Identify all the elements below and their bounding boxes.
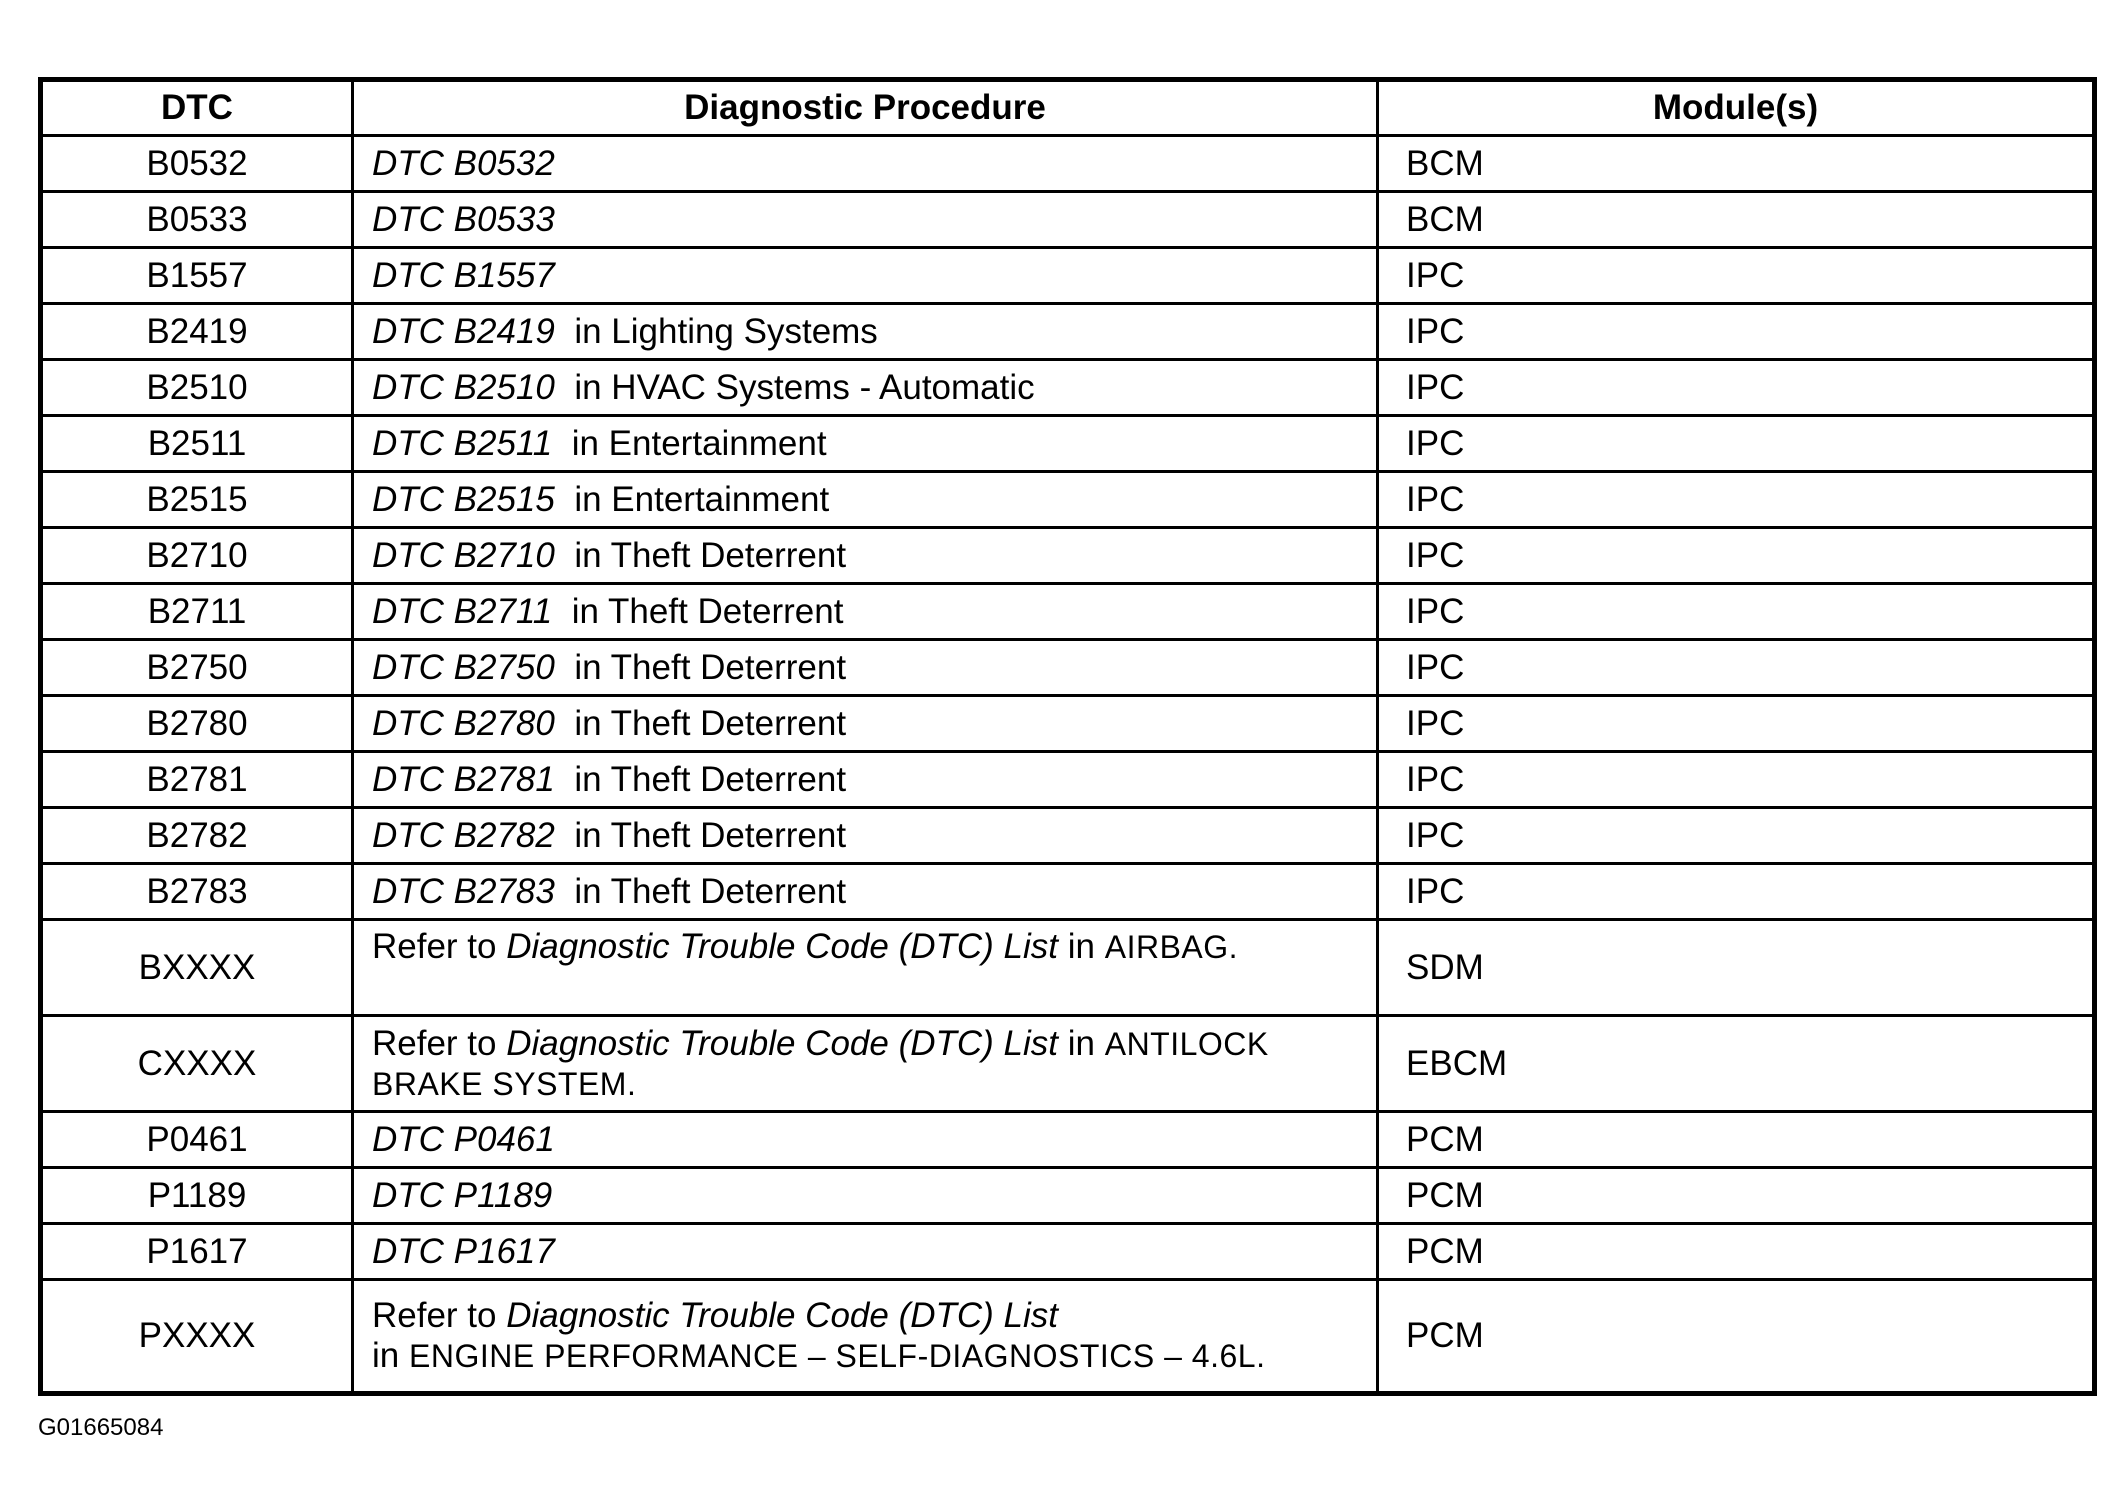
procedure-link[interactable]: DTC B2783	[372, 871, 555, 911]
table-row	[41, 136, 2095, 192]
figure-id-label: G01665084	[38, 1414, 164, 1441]
header-row	[41, 80, 2095, 136]
procedure-section: in Entertainment	[571, 423, 827, 463]
dtc-cell: B2780	[41, 696, 353, 752]
table-row	[41, 1280, 2095, 1394]
table-row	[41, 696, 2095, 752]
section-name: ENGINE PERFORMANCE – SELF-DIAGNOSTICS – 4.6L.	[408, 1338, 1266, 1374]
procedure-section: in Theft Deterrent	[574, 535, 847, 575]
procedure-cell	[353, 1168, 1378, 1224]
table-row	[41, 1016, 2095, 1112]
dtc-cell: B0533	[41, 192, 353, 248]
dtc-cell: P0461	[41, 1112, 353, 1168]
table-row	[41, 920, 2095, 1016]
procedure-section: in Entertainment	[574, 479, 830, 519]
table-row	[41, 640, 2095, 696]
procedure-section: in Lighting Systems	[574, 311, 878, 351]
procedure-cell	[353, 752, 1378, 808]
dtc-cell: P1617	[41, 1224, 353, 1280]
module-cell: IPC	[1378, 808, 2095, 864]
module-cell: IPC	[1378, 640, 2095, 696]
table-row	[41, 416, 2095, 472]
procedure-link[interactable]: DTC B2510	[372, 367, 555, 407]
dtc-list-link[interactable]: Diagnostic Trouble Code (DTC) List	[506, 1296, 1058, 1335]
dtc-cell: CXXXX	[41, 1016, 353, 1112]
header-dtc: DTC	[41, 80, 353, 136]
module-cell: PCM	[1378, 1280, 2095, 1394]
refer-text: Refer to	[372, 1023, 497, 1063]
module-cell: EBCM	[1378, 1016, 2095, 1112]
header-diagnostic-procedure: Diagnostic Procedure	[353, 80, 1378, 136]
dtc-cell: B2515	[41, 472, 353, 528]
section-name: AIRBAG.	[1104, 929, 1239, 965]
procedure-link[interactable]: DTC B0532	[372, 143, 555, 183]
procedure-cell	[353, 920, 1378, 1016]
procedure-link[interactable]: DTC B2515	[372, 479, 555, 519]
module-cell: IPC	[1378, 752, 2095, 808]
procedure-link[interactable]: DTC B1557	[372, 255, 555, 295]
procedure-link[interactable]: DTC B2711	[372, 591, 553, 631]
procedure-section: in Theft Deterrent	[574, 703, 847, 743]
section-name: ANTILOCK BRAKE SYSTEM.	[372, 1025, 1269, 1102]
module-cell: IPC	[1378, 864, 2095, 920]
module-cell: IPC	[1378, 304, 2095, 360]
dtc-cell: P1189	[41, 1168, 353, 1224]
procedure-link[interactable]: DTC P1189	[372, 1175, 553, 1215]
procedure-cell	[353, 304, 1378, 360]
dtc-cell: B2419	[41, 304, 353, 360]
module-cell: IPC	[1378, 472, 2095, 528]
procedure-link[interactable]: DTC B2750	[372, 647, 555, 687]
procedure-link[interactable]: DTC B0533	[372, 199, 555, 239]
procedure-section: in Theft Deterrent	[574, 647, 847, 687]
module-cell: PCM	[1378, 1112, 2095, 1168]
in-text: in	[1067, 927, 1095, 966]
table-row	[41, 528, 2095, 584]
dtc-cell: B2783	[41, 864, 353, 920]
procedure-cell	[353, 416, 1378, 472]
procedure-link[interactable]: DTC B2780	[372, 703, 555, 743]
dtc-cell: B2511	[41, 416, 353, 472]
procedure-cell	[353, 1280, 1378, 1394]
module-cell: IPC	[1378, 416, 2095, 472]
procedure-link[interactable]: DTC P1617	[372, 1231, 555, 1271]
dtc-list-link[interactable]: Diagnostic Trouble Code (DTC) List	[506, 1023, 1058, 1063]
table-row	[41, 192, 2095, 248]
module-cell: PCM	[1378, 1168, 2095, 1224]
dtc-list-link[interactable]: Diagnostic Trouble Code (DTC) List	[506, 927, 1058, 966]
in-text: in	[372, 1336, 400, 1375]
module-cell: IPC	[1378, 360, 2095, 416]
dtc-cell: B2510	[41, 360, 353, 416]
procedure-section: in Theft Deterrent	[574, 759, 847, 799]
procedure-cell	[353, 584, 1378, 640]
procedure-cell	[353, 192, 1378, 248]
procedure-cell	[353, 640, 1378, 696]
refer-text: Refer to	[372, 927, 497, 966]
procedure-link[interactable]: DTC B2419	[372, 311, 555, 351]
dtc-cell: B2711	[41, 584, 353, 640]
dtc-cell: B0532	[41, 136, 353, 192]
module-cell: IPC	[1378, 248, 2095, 304]
dtc-cell: B2710	[41, 528, 353, 584]
dtc-cell: B1557	[41, 248, 353, 304]
table-row	[41, 1224, 2095, 1280]
module-cell: SDM	[1378, 920, 2095, 1016]
table-row	[41, 808, 2095, 864]
procedure-section: in Theft Deterrent	[574, 871, 847, 911]
refer-text: Refer to	[372, 1296, 497, 1335]
procedure-cell	[353, 1016, 1378, 1112]
module-cell: BCM	[1378, 192, 2095, 248]
module-cell: IPC	[1378, 696, 2095, 752]
table-row	[41, 1168, 2095, 1224]
in-text: in	[1067, 1023, 1095, 1063]
dtc-cell: BXXXX	[41, 920, 353, 1016]
module-cell: IPC	[1378, 528, 2095, 584]
table-row	[41, 360, 2095, 416]
module-cell: IPC	[1378, 584, 2095, 640]
procedure-cell	[353, 1224, 1378, 1280]
procedure-link[interactable]: DTC B2511	[372, 423, 553, 463]
dtc-table	[38, 77, 2097, 1396]
procedure-link[interactable]: DTC B2781	[372, 759, 555, 799]
procedure-cell	[353, 864, 1378, 920]
procedure-cell	[353, 472, 1378, 528]
procedure-cell	[353, 696, 1378, 752]
module-cell: BCM	[1378, 136, 2095, 192]
procedure-cell	[353, 808, 1378, 864]
dtc-cell: PXXXX	[41, 1280, 353, 1394]
dtc-cell: B2781	[41, 752, 353, 808]
procedure-cell	[353, 136, 1378, 192]
dtc-cell: B2750	[41, 640, 353, 696]
table-row	[41, 864, 2095, 920]
procedure-cell	[353, 1112, 1378, 1168]
procedure-link[interactable]: DTC P0461	[372, 1119, 555, 1159]
dtc-cell: B2782	[41, 808, 353, 864]
procedure-section: in Theft Deterrent	[571, 591, 844, 631]
table-row	[41, 752, 2095, 808]
procedure-link[interactable]: DTC B2710	[372, 535, 555, 575]
table-row	[41, 304, 2095, 360]
table-row	[41, 584, 2095, 640]
table-row	[41, 248, 2095, 304]
procedure-cell	[353, 248, 1378, 304]
table-row	[41, 472, 2095, 528]
procedure-cell	[353, 360, 1378, 416]
table-row	[41, 1112, 2095, 1168]
procedure-section: in HVAC Systems - Automatic	[574, 367, 1035, 407]
procedure-link[interactable]: DTC B2782	[372, 815, 555, 855]
procedure-cell	[353, 528, 1378, 584]
procedure-section: in Theft Deterrent	[574, 815, 847, 855]
header-modules: Module(s)	[1378, 80, 2095, 136]
module-cell: PCM	[1378, 1224, 2095, 1280]
